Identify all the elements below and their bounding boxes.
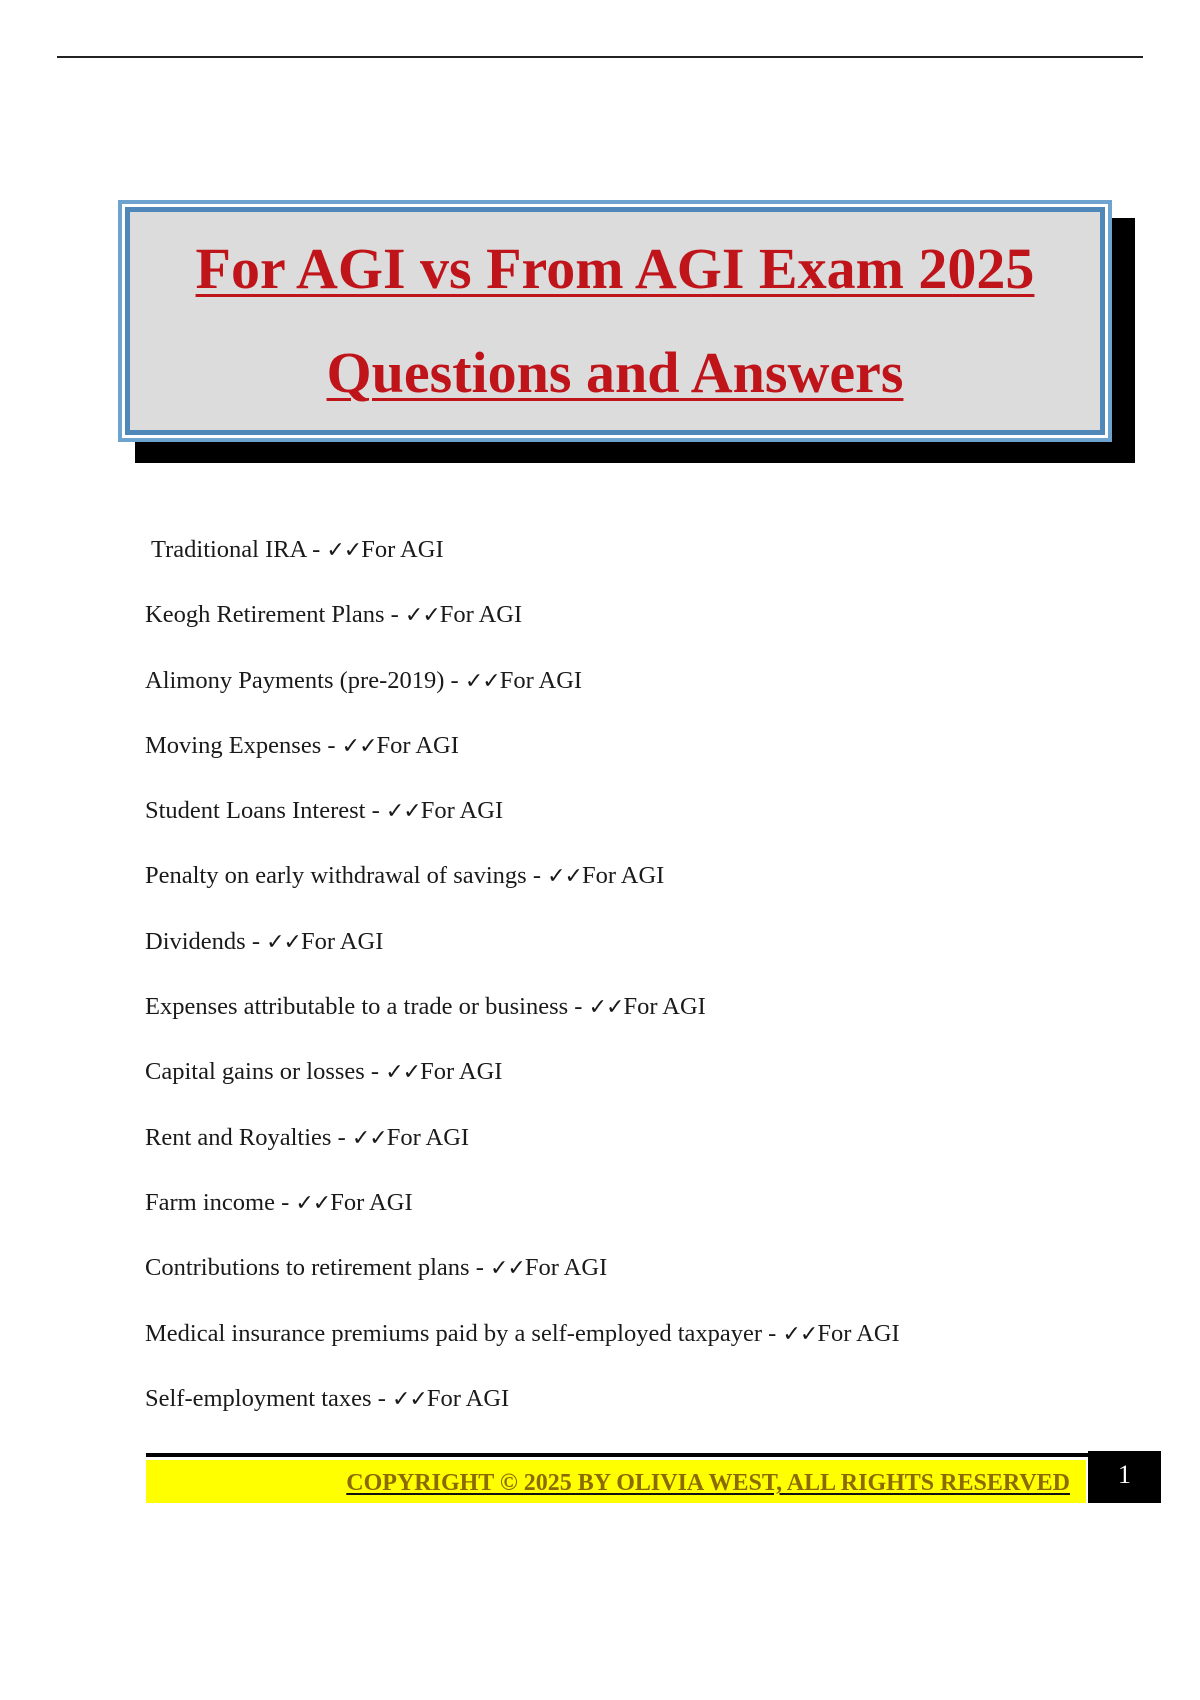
question-text: Rent and Royalties -	[145, 1123, 352, 1151]
list-item	[145, 585, 1125, 650]
list-item	[145, 912, 1125, 977]
copyright-notice: COPYRIGHT © 2025 BY OLIVIA WEST, ALL RIGHTS RESERVED	[346, 1470, 1070, 1496]
list-item	[145, 781, 1125, 846]
answer-text: For AGI	[426, 1384, 510, 1412]
list-item	[145, 520, 1125, 585]
question-text: Farm income -	[145, 1188, 296, 1216]
answer-text: For AGI	[301, 927, 384, 955]
list-item	[145, 716, 1125, 781]
double-check-icon: ✓✓	[782, 1321, 818, 1347]
list-item	[145, 1042, 1125, 1107]
question-text: Keogh Retirement Plans -	[145, 601, 405, 629]
list-item	[145, 1369, 1125, 1434]
double-check-icon: ✓✓	[341, 733, 377, 759]
question-text: Traditional IRA -	[151, 536, 327, 563]
answer-text: For AGI	[330, 1188, 413, 1216]
question-text: Medical insurance premiums paid by a self-employed taxpayer -	[145, 1319, 783, 1347]
double-check-icon: ✓✓	[391, 1386, 427, 1412]
footer-divider	[146, 1453, 1089, 1457]
double-check-icon: ✓✓	[266, 929, 301, 955]
list-item	[145, 1173, 1125, 1238]
question-text: Moving Expenses -	[145, 731, 342, 759]
question-text: Dividends -	[145, 927, 267, 955]
list-item	[145, 977, 1125, 1042]
double-check-icon: ✓✓	[351, 1125, 387, 1151]
answer-text: For AGI	[439, 601, 523, 629]
list-item	[145, 651, 1125, 716]
double-check-icon: ✓✓	[588, 995, 624, 1021]
question-text: Alimony Payments (pre-2019) -	[145, 666, 465, 694]
double-check-icon: ✓✓	[385, 1060, 421, 1086]
list-item	[145, 846, 1125, 911]
question-text: Expenses attributable to a trade or business -	[145, 993, 589, 1021]
question-answer-list	[145, 520, 1125, 1434]
list-item	[145, 1238, 1125, 1303]
list-item	[145, 1108, 1125, 1173]
page-number: 1	[1088, 1451, 1161, 1503]
double-check-icon: ✓✓	[547, 864, 582, 890]
list-item	[145, 1304, 1125, 1369]
double-check-icon: ✓✓	[385, 799, 421, 825]
double-check-icon: ✓✓	[326, 538, 362, 563]
document-title-line-1: For AGI vs From AGI Exam 2025	[195, 236, 1035, 301]
question-text: Capital gains or losses -	[145, 1058, 386, 1086]
answer-text: For AGI	[376, 731, 459, 759]
answer-text: For AGI	[817, 1319, 900, 1347]
answer-text: For AGI	[420, 1058, 503, 1086]
question-text: Contributions to retirement plans -	[145, 1254, 490, 1282]
double-check-icon: ✓✓	[490, 1256, 525, 1282]
question-text: Penalty on early withdrawal of savings -	[145, 862, 548, 890]
answer-text: For AGI	[361, 536, 444, 563]
question-text: Student Loans Interest -	[145, 797, 386, 825]
double-check-icon: ✓✓	[295, 1190, 331, 1216]
answer-text: For AGI	[524, 1254, 608, 1282]
document-title-line-2: Questions and Answers	[326, 340, 904, 405]
question-text: Self-employment taxes -	[145, 1384, 392, 1412]
answer-text: For AGI	[499, 666, 583, 694]
double-check-icon: ✓✓	[404, 603, 440, 629]
answer-text: For AGI	[581, 862, 665, 890]
double-check-icon: ✓✓	[464, 668, 500, 694]
answer-text: For AGI	[386, 1123, 470, 1151]
title-box	[118, 200, 1112, 442]
top-divider	[57, 56, 1143, 58]
answer-text: For AGI	[623, 993, 706, 1021]
answer-text: For AGI	[420, 797, 504, 825]
